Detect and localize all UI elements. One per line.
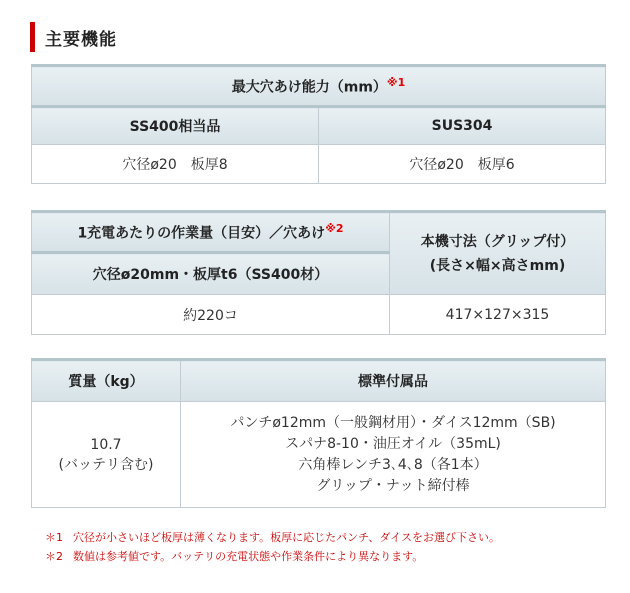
accessory-item: 六角棒レンチ3､4､8（各1本） <box>298 456 488 473</box>
ss400-value: 穴径ø20 板厚8 <box>32 145 319 184</box>
footnotes <box>45 528 500 566</box>
accessory-item: スパナ8-10・油圧オイル（35mL) <box>285 435 501 452</box>
work-amount-header-text: 1充電あたりの作業量（目安）／穴あけ <box>77 225 326 242</box>
mass-note: (バッテリ含む) <box>58 456 154 473</box>
footnote-1 <box>45 528 500 547</box>
dimensions-header-line2: (長さ×幅×高さmm) <box>429 257 566 274</box>
work-amount-header <box>32 212 390 253</box>
footnote-2 <box>45 547 500 566</box>
accessories-header: 標準付属品 <box>181 360 606 402</box>
accessory-item: グリップ・ナット締付棒 <box>316 477 470 494</box>
accessory-item: パンチø12mm（一般鋼材用）・ダイス12mm（SB) <box>230 414 556 431</box>
max-drilling-capacity-table <box>31 64 606 184</box>
capacity-header <box>32 66 606 107</box>
heading-accent-bar <box>30 22 35 52</box>
footnote-2-number: ＊2 <box>45 550 63 563</box>
section-heading <box>30 22 117 52</box>
dimensions-header <box>390 212 606 295</box>
work-condition-subheader: 穴径ø20mm・板厚t6（SS400材） <box>32 253 390 295</box>
work-amount-value: 約220コ <box>32 295 390 335</box>
mass-accessories-table <box>31 358 606 508</box>
mass-value <box>32 402 181 508</box>
accessories-list <box>181 402 606 508</box>
ss400-header: SS400相当品 <box>32 107 319 145</box>
capacity-header-text: 最大穴あけ能力（mm） <box>231 79 387 96</box>
dimensions-header-line1: 本機寸法（グリップ付） <box>420 233 575 250</box>
mass-header: 質量（kg） <box>32 360 181 402</box>
mass-number: 10.7 <box>90 436 122 453</box>
work-and-dimensions-table <box>31 210 606 335</box>
footnote-1-number: ＊1 <box>45 531 63 544</box>
dimensions-value: 417×127×315 <box>390 295 606 335</box>
footnote-mark-1: ※1 <box>386 75 406 89</box>
sus304-header: SUS304 <box>319 107 606 145</box>
footnote-1-text: 穴径が小さいほど板厚は薄くなります。板厚に応じたパンチ、ダイスをお選び下さい。 <box>73 531 501 544</box>
footnote-2-text: 数値は参考値です。バッテリの充電状態や作業条件により異なります。 <box>73 550 424 563</box>
footnote-mark-2: ※2 <box>325 221 344 235</box>
sus304-value: 穴径ø20 板厚6 <box>319 145 606 184</box>
section-title: 主要機能 <box>45 29 117 50</box>
